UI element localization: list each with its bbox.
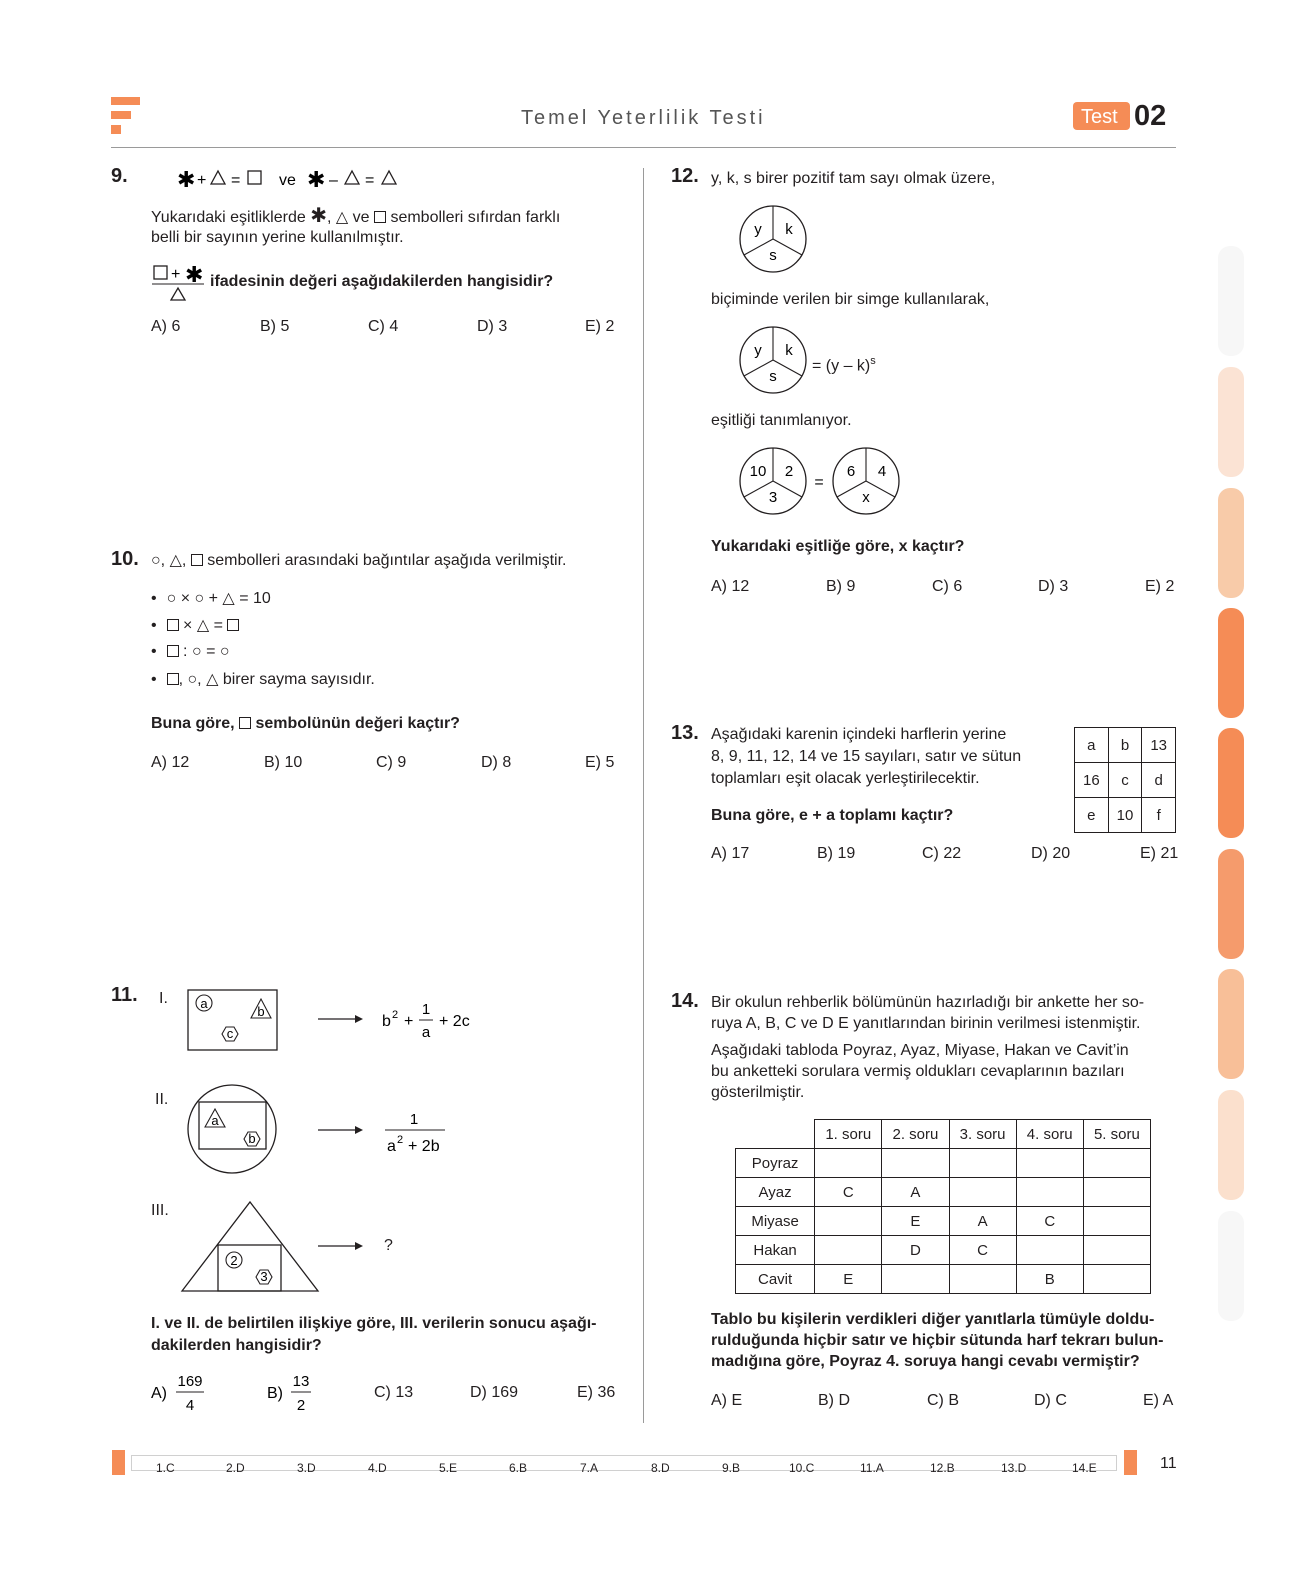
svg-text:k: k	[785, 342, 793, 359]
q13-option-a[interactable]: A) 17	[711, 845, 750, 862]
triangle-icon	[345, 171, 359, 184]
svg-text:13: 13	[292, 1373, 310, 1390]
page-title: Temel Yeterlilik Testi	[521, 107, 766, 129]
answer-key-item: 5.E	[439, 1461, 458, 1475]
square-icon	[191, 554, 203, 566]
row-name: Miyase	[736, 1207, 815, 1236]
svg-text:3: 3	[260, 1269, 268, 1284]
circle-icon: ○	[219, 643, 230, 660]
q12-question: Yukarıdaki eşitliğe göre, x kaçtır?	[711, 538, 965, 555]
answer-key-item: 6.B	[509, 1461, 528, 1475]
q14-p1-line2: ruya A, B, C ve D E yanıtlarından birinin verilmesi istenmiştir.	[711, 1015, 1141, 1032]
q14-option-e[interactable]: E) A	[1143, 1392, 1174, 1409]
q11-figure-3	[180, 1199, 322, 1295]
svg-text:1: 1	[409, 1111, 419, 1128]
table-header-row	[736, 1120, 1151, 1149]
circle-icon: ○	[187, 671, 198, 688]
row-name: Ayaz	[736, 1178, 815, 1207]
svg-text:2: 2	[397, 1134, 404, 1146]
svg-text:3: 3	[768, 489, 778, 506]
square-icon	[167, 645, 179, 657]
q11-result-3: ?	[384, 1237, 393, 1254]
q9-option-b[interactable]: B) 5	[260, 318, 290, 335]
q14-option-a[interactable]: A) E	[711, 1392, 743, 1409]
q13-grid: a b 13 16 c d e 10 f	[1074, 727, 1176, 833]
q12-option-a[interactable]: A) 12	[711, 578, 750, 595]
svg-text:4: 4	[877, 463, 887, 480]
square-icon	[167, 619, 179, 631]
q9-option-a[interactable]: A) 6	[151, 318, 181, 335]
triangle-icon	[211, 171, 225, 184]
arrow-right-icon	[317, 1240, 365, 1252]
q14-p2-line2: bu anketteki sorulara vermiş oldukları cevaplarının bazıları	[711, 1063, 1125, 1080]
answer-key-item: 3.D	[297, 1461, 316, 1475]
table-row: Hakan D C	[736, 1236, 1151, 1265]
answer-key-item: 10.C	[789, 1461, 815, 1475]
svg-text:y: y	[754, 221, 762, 238]
svg-text:A): A)	[151, 1385, 167, 1402]
svg-text:a: a	[211, 1113, 219, 1128]
svg-text:y: y	[754, 342, 762, 359]
row-name: Hakan	[736, 1236, 815, 1265]
triangle-icon	[382, 171, 396, 184]
svg-text:b: b	[248, 1131, 256, 1146]
table-row: Ayaz C A	[736, 1178, 1151, 1207]
answer-key-item: 14.E	[1072, 1461, 1097, 1475]
square-icon	[239, 717, 251, 729]
square-icon	[227, 619, 239, 631]
triangle-icon: △	[206, 671, 219, 688]
svg-text:–: –	[329, 172, 338, 189]
table-header: 2. soru	[882, 1120, 949, 1149]
q11-result-2	[383, 1106, 453, 1156]
star-icon: ✱	[185, 262, 204, 287]
q12-option-e[interactable]: E) 2	[1145, 578, 1175, 595]
q9-equations	[175, 166, 415, 192]
q10-number: 10.	[111, 548, 139, 570]
test-label: Test	[1081, 106, 1118, 128]
star-icon: ✱	[307, 167, 326, 192]
q10-option-c[interactable]: C) 9	[376, 754, 407, 771]
q11-option-b[interactable]	[266, 1368, 318, 1418]
q14-question-line2: rulduğunda hiçbir satır ve hiçbir sütunda harf tekrarı bulun-	[711, 1332, 1164, 1349]
svg-text:+: +	[171, 266, 181, 283]
svg-text:2: 2	[784, 463, 794, 480]
q13-option-e[interactable]: E) 21	[1140, 845, 1179, 862]
side-tab	[1218, 728, 1244, 838]
svg-text:169: 169	[177, 1373, 203, 1390]
q10-option-e[interactable]: E) 5	[585, 754, 615, 771]
circle-icon: ○	[194, 590, 205, 607]
q12-symbol	[737, 203, 809, 275]
q9-option-c[interactable]: C) 4	[368, 318, 399, 335]
answer-key-item: 2.D	[226, 1461, 245, 1475]
side-tab	[1218, 246, 1244, 356]
svg-text:B): B)	[267, 1385, 283, 1402]
q11-number: 11.	[111, 984, 138, 1006]
q9-text-line1: Yukarıdaki eşitliklerde ✱, △ ve sembolleri sıfırdan farklı	[151, 205, 561, 227]
svg-text:x: x	[862, 489, 870, 506]
q10-bullet-1: • ○ × ○ + △ = 10	[151, 590, 271, 607]
q11-label-1: I.	[159, 990, 168, 1007]
answer-key-item: 11.A	[860, 1461, 884, 1475]
q12-symbol-def	[737, 324, 809, 396]
q14-table	[735, 1119, 1151, 1294]
q14-option-c[interactable]: C) B	[927, 1392, 959, 1409]
q14-p2-line1: Aşağıdaki tabloda Poyraz, Ayaz, Miyase, Hakan ve Cavit’in	[711, 1042, 1129, 1059]
side-tab	[1218, 1211, 1244, 1321]
answer-key-item: 4.D	[368, 1461, 387, 1475]
q13-option-d[interactable]: D) 20	[1031, 845, 1071, 862]
answer-key-item: 7.A	[580, 1461, 599, 1475]
side-tab	[1218, 488, 1244, 598]
svg-text:+: +	[197, 172, 207, 189]
svg-text:k: k	[785, 221, 793, 238]
page-number: 11	[1160, 1455, 1177, 1472]
arrow-right-icon	[317, 1124, 365, 1136]
side-tab	[1218, 969, 1244, 1079]
footer-accent-right	[1124, 1450, 1137, 1475]
circle-icon: ○	[166, 590, 177, 607]
svg-text:b: b	[257, 1004, 265, 1019]
square-icon	[167, 673, 179, 685]
table-row	[736, 1149, 1151, 1178]
q12-option-b[interactable]: B) 9	[826, 578, 856, 595]
publisher-logo	[111, 97, 141, 137]
svg-text:b: b	[382, 1013, 391, 1030]
square-icon	[248, 171, 261, 184]
table-header: 5. soru	[1083, 1120, 1150, 1149]
answer-key-item: 1.C	[156, 1461, 175, 1475]
svg-text:a: a	[421, 1024, 431, 1041]
svg-text:s: s	[769, 368, 777, 385]
q10-intro: ○, △, sembolleri arasındaki bağıntılar aşağıda verilmiştir.	[151, 552, 567, 569]
q14-p1-line1: Bir okulun rehberlik bölümünün hazırladığı bir ankette her so-	[711, 994, 1145, 1011]
column-divider	[643, 168, 644, 1423]
q14-number: 14.	[671, 990, 699, 1012]
svg-text:=: =	[365, 172, 375, 189]
q11-question-line2: dakilerden hangisidir?	[151, 1337, 322, 1354]
svg-text:=: =	[814, 474, 824, 491]
q9-fraction	[150, 262, 208, 304]
q11-result-1	[380, 996, 480, 1044]
q9-text-line2: belli bir sayının yerine kullanılmıştır.	[151, 229, 404, 246]
q12-option-d[interactable]: D) 3	[1038, 578, 1069, 595]
q11-question-line1: I. ve II. de belirtilen ilişkiye göre, III. verilerin sonucu aşağı-	[151, 1315, 597, 1332]
svg-text:2: 2	[230, 1253, 238, 1268]
q13-text-3: toplamları eşit olacak yerleştirilecektir.	[711, 770, 980, 787]
q14-option-b[interactable]: B) D	[818, 1392, 850, 1409]
q9-number: 9.	[111, 165, 128, 187]
q12-number: 12.	[671, 165, 699, 187]
q11-option-a[interactable]	[150, 1368, 212, 1418]
side-tab	[1218, 849, 1244, 959]
q10-option-a[interactable]: A) 12	[151, 754, 190, 771]
q11-label-3: III.	[151, 1202, 169, 1219]
row-name: Poyraz	[736, 1149, 815, 1178]
svg-text:6: 6	[846, 463, 856, 480]
triangle-icon	[171, 288, 185, 300]
q11-label-2: II.	[155, 1091, 169, 1108]
q14-question-line1: Tablo bu kişilerin verdikleri diğer yanıtlarla tümüyle doldu-	[711, 1311, 1155, 1328]
triangle-icon: △	[222, 590, 235, 607]
arrow-right-icon	[317, 1013, 365, 1025]
q10-bullet-3: • : ○ = ○	[151, 643, 230, 660]
q10-bullet-4: • , ○, △ birer sayma sayısıdır.	[151, 671, 375, 688]
q11-option-c[interactable]: C) 13	[374, 1384, 414, 1401]
star-icon: ✱	[310, 205, 327, 227]
q11-figure-1	[186, 988, 282, 1054]
svg-text:2: 2	[296, 1397, 306, 1414]
square-icon	[374, 211, 386, 223]
svg-text:+ 2b: + 2b	[408, 1138, 440, 1155]
row-name: Cavit	[736, 1265, 815, 1294]
q13-text-2: 8, 9, 11, 12, 14 ve 15 sayıları, satır ve sütun	[711, 748, 1022, 765]
header-rule	[111, 147, 1176, 148]
q14-p2-line3: gösterilmiştir.	[711, 1084, 805, 1101]
circle-icon: ○	[191, 643, 202, 660]
q11-option-e[interactable]: E) 36	[577, 1384, 616, 1401]
q10-option-b[interactable]: B) 10	[264, 754, 303, 771]
q12-text-def: eşitliği tanımlanıyor.	[711, 412, 852, 429]
triangle-icon: △	[169, 552, 182, 569]
svg-text:+ 2c: + 2c	[439, 1013, 470, 1030]
circle-icon: ○	[151, 552, 161, 569]
star-icon: ✱	[177, 167, 196, 192]
q14-option-d[interactable]: D) C	[1034, 1392, 1067, 1409]
svg-text:=: =	[231, 172, 241, 189]
side-tab	[1218, 1090, 1244, 1200]
triangle-icon: △	[196, 617, 210, 634]
q12-formula: = (y – k)$^s$	[812, 355, 876, 375]
q10-bullet-2: • × △ =	[151, 615, 239, 637]
q12-intro: y, k, s birer pozitif tam sayı olmak üzere,	[711, 170, 996, 187]
svg-text:10: 10	[749, 463, 767, 480]
q13-option-b[interactable]: B) 19	[817, 845, 856, 862]
svg-text:4: 4	[185, 1397, 195, 1414]
footer-accent-left	[112, 1450, 125, 1475]
svg-text:2: 2	[392, 1009, 399, 1021]
q9-question: ifadesinin değeri aşağıdakilerden hangisidir?	[210, 273, 554, 290]
test-number: 02	[1134, 100, 1167, 132]
table-header: 4. soru	[1016, 1120, 1083, 1149]
q12-text-mid: biçiminde verilen bir simge kullanılarak,	[711, 291, 990, 308]
q13-number: 13.	[671, 722, 699, 744]
answer-key-item: 13.D	[1001, 1461, 1027, 1475]
q9-eq-ve: ve	[279, 172, 296, 189]
q10-option-d[interactable]: D) 8	[481, 754, 512, 771]
q9-option-e[interactable]: E) 2	[585, 318, 615, 335]
q10-question: Buna göre, sembolünün değeri kaçtır?	[151, 715, 460, 732]
answer-key-item: 12.B	[930, 1461, 955, 1475]
square-icon	[154, 266, 167, 279]
q14-question-line3: madığına göre, Poyraz 4. soruya hangi cevabı vermiştir?	[711, 1353, 1140, 1370]
answer-key-item: 8.D	[651, 1461, 670, 1475]
svg-text:a: a	[387, 1138, 396, 1155]
triangle-icon: △	[335, 209, 349, 226]
side-tab	[1218, 367, 1244, 477]
q13-option-c[interactable]: C) 22	[922, 845, 962, 862]
q9-option-d[interactable]: D) 3	[477, 318, 508, 335]
q11-option-d[interactable]: D) 169	[470, 1384, 519, 1401]
svg-text:c: c	[226, 1026, 234, 1041]
svg-text:1: 1	[421, 1001, 431, 1018]
svg-text:a: a	[200, 996, 208, 1011]
table-header: 1. soru	[815, 1120, 882, 1149]
table-row: Cavit E B	[736, 1265, 1151, 1294]
table-header: 3. soru	[949, 1120, 1016, 1149]
table-row: Miyase E A C	[736, 1207, 1151, 1236]
svg-text:s: s	[769, 247, 777, 264]
q13-question: Buna göre, e + a toplamı kaçtır?	[711, 807, 954, 824]
q12-option-c[interactable]: C) 6	[932, 578, 963, 595]
svg-text:+: +	[404, 1013, 414, 1030]
answer-key-item: 9.B	[722, 1461, 741, 1475]
q12-equation	[737, 445, 907, 517]
answer-key-bar	[131, 1455, 1117, 1471]
q13-text-1: Aşağıdaki karenin içindeki harflerin yerine	[711, 726, 1007, 743]
q11-figure-2	[186, 1083, 280, 1177]
side-tab	[1218, 608, 1244, 718]
